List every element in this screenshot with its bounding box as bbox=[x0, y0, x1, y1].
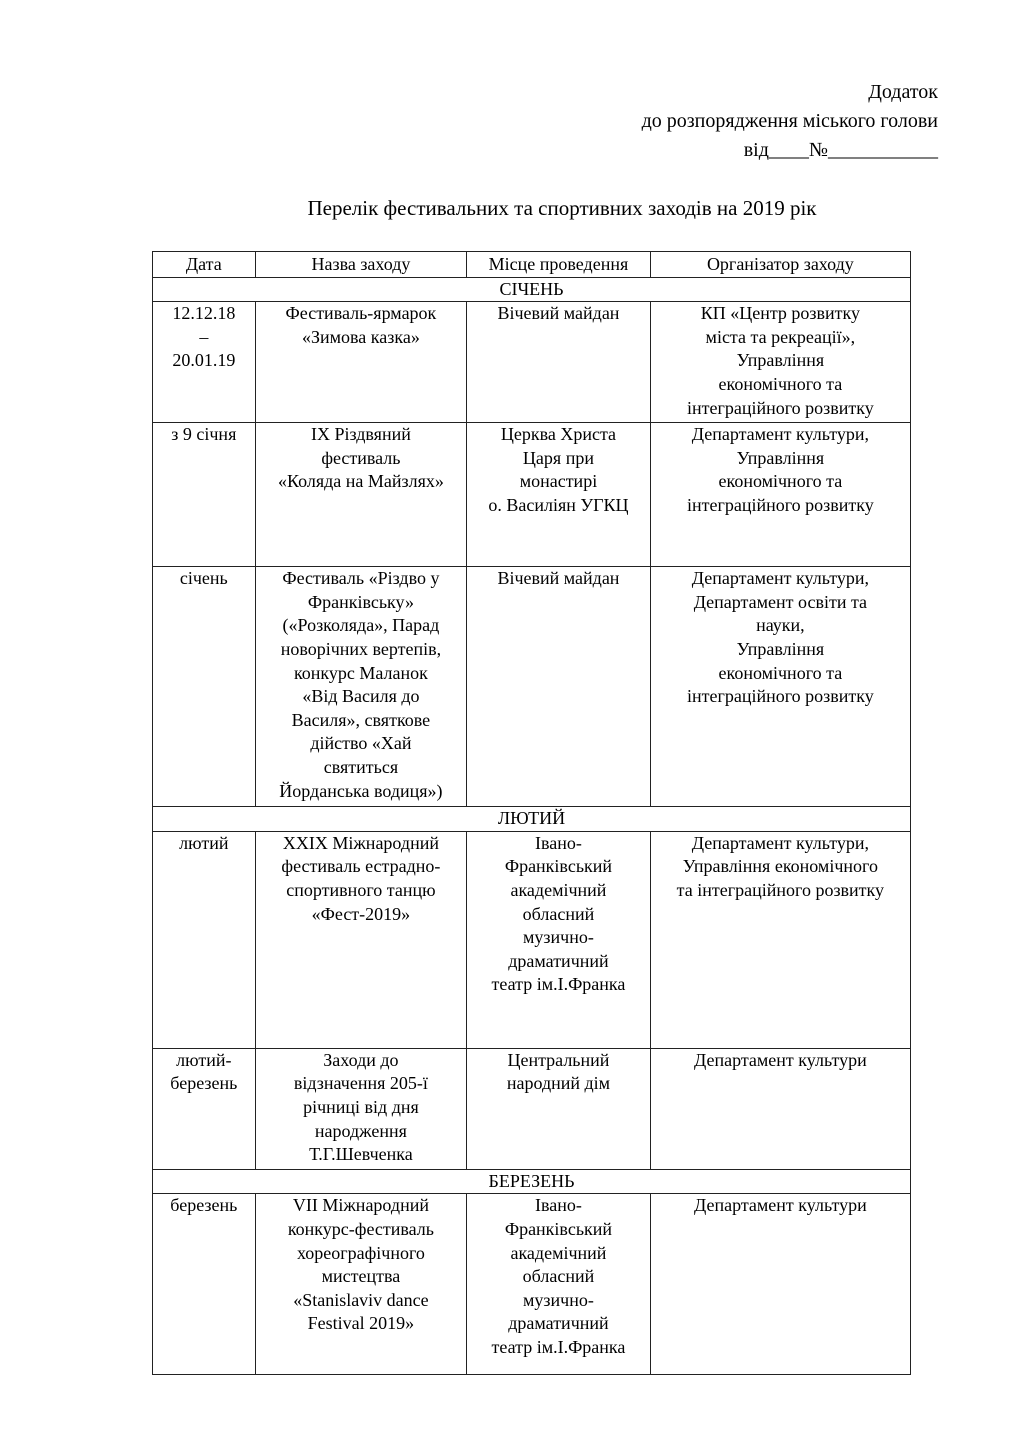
column-header-date: Дата bbox=[153, 252, 256, 278]
cell-line: святиться bbox=[323, 756, 399, 777]
cell-line: науки, bbox=[756, 615, 805, 636]
table-row bbox=[153, 1048, 911, 1169]
cell-line: міста та рекреації», bbox=[705, 326, 856, 347]
cell-line: монастирі bbox=[519, 471, 598, 492]
cell-line: академічний bbox=[510, 879, 607, 900]
cell-line: Департамент культури, bbox=[691, 424, 869, 445]
cell-line: Церква Христа bbox=[500, 424, 617, 445]
cell-line: Франківський bbox=[504, 856, 613, 877]
cell-place bbox=[467, 1048, 651, 1169]
cell-organizer bbox=[650, 1048, 910, 1169]
cell-line: Франківський bbox=[504, 1218, 613, 1239]
cell-line: інтеграційного розвитку bbox=[686, 397, 874, 418]
cell-line: Управління економічного bbox=[682, 856, 878, 877]
cell-date bbox=[153, 302, 256, 423]
appendix-line: Додаток bbox=[868, 81, 938, 103]
month-heading: БЕРЕЗЕНЬ bbox=[153, 1169, 911, 1194]
cell-line: Festival 2019» bbox=[307, 1313, 415, 1334]
cell-line: обласний bbox=[522, 1266, 595, 1287]
cell-line: лютий bbox=[179, 832, 229, 853]
cell-line: о. Василіян УГКЦ bbox=[488, 494, 629, 515]
cell-line: мистецтва bbox=[321, 1266, 401, 1287]
cell-organizer bbox=[650, 831, 910, 1048]
cell-line: обласний bbox=[522, 903, 595, 924]
cell-place bbox=[467, 302, 651, 423]
cell-line: фестиваль естрадно- bbox=[281, 856, 441, 877]
cell-line: Департамент культури bbox=[693, 1195, 867, 1216]
cell-line: лютий- bbox=[176, 1049, 232, 1070]
cell-line: конкурс-фестиваль bbox=[287, 1218, 434, 1239]
cell-line: XXIX Міжнародний bbox=[282, 832, 439, 853]
cell-line: фестиваль bbox=[321, 447, 401, 468]
cell-event-name bbox=[255, 567, 467, 807]
cell-line: Управління bbox=[736, 447, 825, 468]
table-row bbox=[153, 1194, 911, 1375]
cell-line: інтеграційного розвитку bbox=[686, 494, 874, 515]
cell-line: березень bbox=[170, 1195, 238, 1216]
cell-line: Йорданська водиця») bbox=[279, 780, 443, 801]
table-row bbox=[153, 302, 911, 423]
cell-line: Царя при bbox=[522, 447, 594, 468]
table-row bbox=[153, 831, 911, 1048]
cell-line: новорічних вертепів, bbox=[280, 638, 442, 659]
cell-line: «Від Василя до bbox=[302, 686, 420, 707]
table-row bbox=[153, 567, 911, 807]
cell-line: «Stanislaviv dance bbox=[293, 1289, 429, 1310]
cell-line: 20.01.19 bbox=[172, 350, 236, 371]
cell-line: Департамент культури, bbox=[691, 568, 869, 589]
cell-line: народний дім bbox=[506, 1073, 611, 1094]
cell-line: Фестиваль «Різдво у bbox=[282, 568, 440, 589]
cell-place bbox=[467, 831, 651, 1048]
appendix-header bbox=[642, 78, 938, 165]
cell-line: Департамент культури bbox=[693, 1049, 867, 1070]
cell-line: Василя», святкове bbox=[291, 709, 431, 730]
cell-event-name bbox=[255, 423, 467, 567]
cell-line: музично- bbox=[523, 927, 594, 948]
cell-line: річниці від дня bbox=[303, 1096, 419, 1117]
cell-line: Івано- bbox=[535, 1195, 582, 1216]
cell-line: з 9 січня bbox=[171, 424, 237, 445]
month-row bbox=[153, 1169, 911, 1194]
cell-line: IX Різдвяний bbox=[310, 424, 411, 445]
cell-organizer bbox=[650, 567, 910, 807]
cell-line: Управління bbox=[736, 638, 825, 659]
cell-line: Центральний bbox=[507, 1049, 610, 1070]
table-header-row bbox=[153, 252, 911, 278]
cell-line: КП «Центр розвитку bbox=[700, 303, 861, 324]
month-row bbox=[153, 807, 911, 832]
cell-line: VII Міжнародний bbox=[292, 1195, 429, 1216]
cell-line: театр ім.І.Франка bbox=[491, 1336, 626, 1357]
column-header-place: Місце проведення bbox=[467, 252, 651, 278]
cell-line: відзначення 205-ї bbox=[293, 1073, 428, 1094]
cell-organizer bbox=[650, 1194, 910, 1375]
cell-organizer bbox=[650, 302, 910, 423]
cell-line: дійство «Хай bbox=[310, 733, 412, 754]
month-heading: СІЧЕНЬ bbox=[153, 277, 911, 302]
cell-line: Заходи до bbox=[323, 1049, 399, 1070]
appendix-line: від____№___________ bbox=[743, 139, 938, 161]
cell-date bbox=[153, 567, 256, 807]
cell-line: спортивного танцю bbox=[286, 879, 436, 900]
cell-line: Т.Г.Шевченка bbox=[309, 1144, 413, 1165]
month-heading: ЛЮТИЙ bbox=[153, 807, 911, 832]
column-header-name: Назва заходу bbox=[255, 252, 467, 278]
cell-line: «Зимова казка» bbox=[302, 326, 420, 347]
cell-organizer bbox=[650, 423, 910, 567]
cell-line: січень bbox=[179, 568, 228, 589]
table-body bbox=[153, 277, 911, 1375]
cell-line: економічного та bbox=[718, 373, 843, 394]
cell-line: Фестиваль-ярмарок bbox=[285, 303, 437, 324]
cell-line: економічного та bbox=[718, 662, 843, 683]
cell-line: Департамент культури, bbox=[691, 832, 869, 853]
cell-line: Департамент освіти та bbox=[693, 591, 868, 612]
cell-line: Вічевий майдан bbox=[497, 303, 620, 324]
cell-date bbox=[153, 831, 256, 1048]
cell-line: інтеграційного розвитку bbox=[686, 686, 874, 707]
cell-place bbox=[467, 423, 651, 567]
cell-line: хореографічного bbox=[296, 1242, 425, 1263]
cell-line: Вічевий майдан bbox=[497, 568, 620, 589]
document-title: Перелік фестивальних та спортивних заходів на 2019 рік bbox=[307, 196, 817, 220]
cell-line: академічний bbox=[510, 1242, 607, 1263]
cell-line: Управління bbox=[736, 350, 825, 371]
cell-line: 12.12.18 bbox=[172, 303, 236, 324]
cell-line: драматичний bbox=[508, 950, 609, 971]
cell-date bbox=[153, 423, 256, 567]
cell-line: Франківську» bbox=[307, 591, 414, 612]
cell-line: драматичний bbox=[508, 1313, 609, 1334]
events-table bbox=[152, 251, 911, 1375]
cell-line: («Розколяда», Парад bbox=[282, 615, 440, 636]
cell-line: музично- bbox=[523, 1289, 594, 1310]
appendix-line: до розпорядження міського голови bbox=[641, 110, 938, 132]
cell-line: Івано- bbox=[535, 832, 582, 853]
cell-line: «Фест-2019» bbox=[311, 903, 411, 924]
cell-place bbox=[467, 1194, 651, 1375]
cell-date bbox=[153, 1194, 256, 1375]
cell-line: театр ім.І.Франка bbox=[491, 974, 626, 995]
cell-event-name bbox=[255, 302, 467, 423]
cell-line: конкурс Маланок bbox=[293, 662, 428, 683]
cell-line: та інтеграційного розвитку bbox=[676, 879, 885, 900]
cell-line: – bbox=[199, 326, 209, 347]
cell-event-name bbox=[255, 831, 467, 1048]
table-row bbox=[153, 423, 911, 567]
cell-event-name bbox=[255, 1194, 467, 1375]
cell-line: народження bbox=[314, 1120, 407, 1141]
cell-line: «Коляда на Майзлях» bbox=[277, 471, 444, 492]
month-row bbox=[153, 277, 911, 302]
cell-date bbox=[153, 1048, 256, 1169]
cell-line: березень bbox=[170, 1073, 238, 1094]
column-header-organizer: Організатор заходу bbox=[650, 252, 910, 278]
cell-event-name bbox=[255, 1048, 467, 1169]
cell-line: економічного та bbox=[718, 471, 843, 492]
cell-place bbox=[467, 567, 651, 807]
